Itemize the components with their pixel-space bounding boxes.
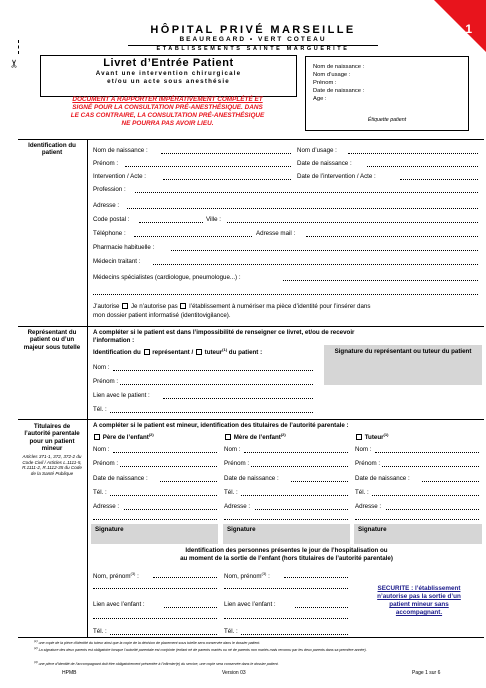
- footer-page: Page 1 sur 6: [412, 670, 441, 676]
- representant-tel-label: Tél. :: [93, 406, 107, 413]
- pere-tel-label: Tél. :: [93, 489, 107, 496]
- representant-prenom-label: Prénom :: [93, 378, 119, 385]
- autorise-text-2: mon dossier patient informatisé (identitovigilance).: [93, 312, 231, 319]
- tuteur-adresse-input-2[interactable]: [355, 519, 479, 520]
- tuteur-parent-checkbox[interactable]: [356, 434, 362, 440]
- field-code-postal-input[interactable]: [139, 222, 203, 223]
- warning-line-3: LE CAS CONTRAIRE, LA CONSULTATION PRÉ-ANESTHÉSIQUE: [70, 112, 265, 119]
- field-prenom-input[interactable]: [125, 166, 291, 167]
- mere-signature-label: Signature: [227, 526, 256, 533]
- footnote-2-text: La signature des deux parents est obligatoire lorsque l’autorité parentale est conjointe (enfant né de parents mariés ou né de parents non mariés mais reconnu par les deux parents dans sa première année).: [38, 648, 367, 653]
- autorise-label: J’autorise: [93, 303, 120, 310]
- presente-2-lien-label: Lien avec l’enfant :: [224, 601, 276, 608]
- hospital-sites: BEAUREGARD • VERT COTEAU: [179, 36, 327, 43]
- presente-2-nom-prenom-input[interactable]: [284, 577, 348, 578]
- representant-intro-1: A compléter si le patient est dans l’impossibilité de renseigner ce livret, et/ou de recevoir: [93, 329, 355, 336]
- pere-option: [93, 432, 154, 441]
- tuteur-prenom-input[interactable]: [382, 466, 479, 467]
- label-age: Age :: [313, 96, 327, 102]
- mere-label: Mère de l’enfant: [233, 434, 281, 442]
- scissors-icon: ✂: [9, 58, 22, 69]
- mere-nom-input[interactable]: [244, 452, 348, 453]
- tuteur-adresse-label: Adresse :: [355, 503, 382, 510]
- label-date-naissance: Date de naissance :: [313, 88, 365, 94]
- field-telephone-input[interactable]: [134, 236, 252, 237]
- section-titulaires-label: [20, 423, 84, 477]
- presente-2-tel-input[interactable]: [241, 634, 348, 635]
- representant-checkbox[interactable]: [144, 349, 150, 355]
- field-profession-label: Profession :: [93, 186, 126, 193]
- establishment-name: ETABLISSEMENTS SAINTE MARGUERITE: [156, 46, 350, 52]
- autorise-checkbox[interactable]: [122, 303, 128, 309]
- table-bottom-border: [18, 637, 484, 638]
- livret-subtitle-line-1: Avant une intervention chirurgicale: [95, 70, 242, 77]
- section-identification-label: Identification du patient: [28, 142, 76, 157]
- cut-line: [18, 40, 19, 54]
- tuteur-parent-label: Tuteur: [364, 434, 384, 442]
- securite-line-4: accompagnant.: [395, 609, 443, 616]
- section-representant-label: Représentant du patient ou d’un majeur sous tutelle: [23, 329, 81, 351]
- field-intervention-input[interactable]: [163, 179, 291, 180]
- field-medecins-specialistes-label: Médecins spécialistes (cardiologue, pneumologue...) :: [93, 274, 241, 281]
- tuteur-parent-option: [355, 432, 388, 441]
- field-ville-label: Ville :: [206, 216, 222, 223]
- section-divider-1: [18, 326, 484, 327]
- field-adresse-mail-input[interactable]: [306, 236, 478, 237]
- presente-1-nom-prenom-label: Nom, prénom$^{(3)}$ :: [93, 571, 139, 581]
- field-date-naissance-label: Date de naissance :: [297, 160, 352, 167]
- mere-tel-label: Tél. :: [224, 489, 238, 496]
- mere-nom-label: Nom :: [224, 446, 241, 453]
- field-date-intervention-input[interactable]: [400, 179, 478, 180]
- presentes-title: [91, 547, 482, 563]
- pere-prenom-label: Prénom :: [93, 460, 119, 467]
- autorise-row: [93, 303, 370, 310]
- securite-line-1: SECURITE : l’établissement: [377, 585, 461, 592]
- warning-text: [40, 96, 295, 128]
- field-nom-naissance-label: Nom de naissance :: [93, 147, 148, 154]
- footnote-1-ref: (1): [34, 639, 38, 643]
- titulaires-label-text: Titulaires de l’autorité parentale pour un patient mineur: [24, 423, 80, 452]
- warning-line-2: SIGNÉ POUR LA CONSULTATION PRÉ-ANESTHÉSIQUE. DANS: [72, 104, 263, 111]
- presente-1-tel-input[interactable]: [110, 634, 217, 635]
- representant-signature-label: Signature du représentant ou tuteur du patient: [334, 348, 472, 355]
- autorise-text: l’établissement à numériser ma pièce d’identité pour l’insérer dans: [189, 303, 371, 310]
- representant-ident-row: [93, 347, 262, 356]
- field-medecin-traitant-label: Médecin traitant :: [93, 258, 141, 265]
- representant-nom-label: Nom :: [93, 364, 110, 371]
- tuteur-tel-label: Tél. :: [355, 489, 369, 496]
- footnote-3-text: une pièce d’identité de l’accompagnant doit être obligatoirement présentée à l’infirmier(e) du service, une copie sera conservée dans le dossier patient.: [38, 662, 279, 667]
- mere-prenom-input[interactable]: [251, 466, 348, 467]
- field-adresse-input[interactable]: [127, 208, 478, 209]
- tuteur-tel-input[interactable]: [372, 495, 479, 496]
- field-intervention-label: Intervention / Acte :: [93, 173, 146, 180]
- representant-prenom-input[interactable]: [120, 384, 313, 385]
- tuteur-prenom-label: Prénom :: [355, 460, 381, 467]
- footnote-2-ref: (2): [34, 646, 38, 650]
- presente-1-nom-prenom-input-2[interactable]: [93, 588, 217, 589]
- securite-notice: [356, 585, 482, 617]
- field-date-naissance-input[interactable]: [367, 166, 478, 167]
- mere-checkbox[interactable]: [225, 434, 231, 440]
- field-nom-usage-input[interactable]: [348, 153, 478, 154]
- tuteur-footnote-ref: (1): [222, 347, 228, 352]
- tuteur-date-naissance-label: Date de naissance :: [355, 475, 410, 482]
- livret-subtitle-line-2: et/ou un acte sous anesthésie: [107, 78, 230, 85]
- pere-nom-label: Nom :: [93, 446, 110, 453]
- pere-nom-input[interactable]: [113, 452, 217, 453]
- representant-tel-input[interactable]: [110, 412, 313, 413]
- field-medecin-traitant-input[interactable]: [153, 264, 478, 265]
- section-divider-2: [18, 419, 484, 420]
- presente-1-tel-label: Tél. :: [93, 628, 107, 635]
- hospital-name: HÔPITAL PRIVÉ MARSEILLE: [150, 24, 356, 36]
- label-nom-usage: Nom d’usage :: [313, 72, 351, 78]
- presente-1-lien-input[interactable]: [164, 607, 217, 608]
- pere-label: Père de l’enfant: [102, 434, 149, 442]
- pere-footnote-ref: (2): [148, 432, 154, 437]
- pere-adresse-label: Adresse :: [93, 503, 120, 510]
- representant-option: représentant /: [152, 349, 194, 357]
- footnote-3-ref: (3): [34, 660, 38, 664]
- field-adresse-label: Adresse :: [93, 202, 120, 209]
- footnote-2: [34, 646, 479, 653]
- presente-1-lien-input-2[interactable]: [93, 618, 217, 619]
- representant-nom-input[interactable]: [113, 370, 313, 371]
- presentes-title-line-2: au moment de la sortie de l’enfant (hors titulaires de l’autorité parentale): [180, 555, 393, 562]
- mere-date-naissance-label: Date de naissance :: [224, 475, 279, 482]
- presente-1-nom-prenom-text: Nom, prénom: [93, 573, 131, 581]
- tuteur-parent-footnote-ref: (1): [383, 432, 389, 437]
- pere-tel-input[interactable]: [110, 495, 217, 496]
- tuteur-nom-label: Nom :: [355, 446, 372, 453]
- field-ville-input[interactable]: [227, 222, 478, 223]
- livret-subtitle: [40, 70, 297, 86]
- pere-date-naissance-label: Date de naissance :: [93, 475, 148, 482]
- mere-adresse-label: Adresse :: [224, 503, 251, 510]
- pere-signature-label: Signature: [95, 526, 124, 533]
- field-medecins-specialistes-input[interactable]: [283, 280, 478, 281]
- field-pharmacie-input[interactable]: [171, 250, 478, 251]
- autorise-pas-checkbox[interactable]: [180, 303, 186, 309]
- mere-option: [224, 432, 286, 441]
- presente-2-footnote-ref: (3): [261, 571, 267, 576]
- tuteur-option: tuteur: [204, 349, 223, 357]
- securite-line-2: n’autorise pas la sortie d’un: [377, 593, 461, 600]
- presentes-title-line-1: Identification des personnes présentes le jour de l’hospitalisation ou: [185, 547, 388, 554]
- tuteur-checkbox[interactable]: [196, 349, 202, 355]
- presente-2-nom-prenom-input-2[interactable]: [224, 588, 348, 589]
- mere-footnote-ref: (2): [280, 432, 286, 437]
- tuteur-date-naissance-input[interactable]: [422, 481, 479, 482]
- footer-version: Version 03: [222, 670, 246, 676]
- tuteur-nom-input[interactable]: [375, 452, 479, 453]
- field-nom-naissance-input[interactable]: [161, 153, 291, 154]
- mere-adresse-input-2[interactable]: [224, 519, 348, 520]
- securite-line-3: patient mineur sans: [389, 601, 449, 608]
- warning-line-1: DOCUMENT A RAPPORTER IMPÉRATIVEMENT COMPLÉTÉ ET: [72, 96, 263, 103]
- footnote-3: [34, 660, 479, 667]
- tuteur-signature-label: Signature: [358, 526, 387, 533]
- presente-2-nom-prenom-text: Nom, prénom: [224, 573, 262, 581]
- representant-ident-suffix: du patient :: [228, 349, 263, 357]
- mere-adresse-input[interactable]: [255, 509, 348, 510]
- field-code-postal-label: Code postal :: [93, 216, 130, 223]
- field-telephone-label: Téléphone :: [93, 230, 126, 237]
- field-date-intervention-label: Date de l’intervention / Acte :: [297, 173, 376, 180]
- presente-2-lien-input[interactable]: [295, 607, 348, 608]
- field-pharmacie-label: Pharmacie habituelle :: [93, 244, 155, 251]
- titulaires-intro: A compléter si le patient est mineur, identification des titulaires de l’autorité parentale :: [93, 422, 349, 429]
- tuteur-adresse-input[interactable]: [386, 509, 479, 510]
- representant-lien-input[interactable]: [163, 398, 313, 399]
- presente-1-footnote-ref: (3): [130, 571, 136, 576]
- page-corner-tab: [434, 0, 486, 52]
- label-nom-naissance: Nom de naissance :: [313, 64, 365, 70]
- representant-lien-label: Lien avec le patient :: [93, 392, 150, 399]
- field-medecins-specialistes-input-2[interactable]: [93, 294, 478, 295]
- patient-label-caption: Étiquette patient: [367, 117, 407, 123]
- label-prenom: Prénom :: [313, 80, 337, 86]
- presente-2-nom-prenom-label: Nom, prénom$^{(3)}$ :: [224, 571, 270, 581]
- mere-prenom-label: Prénom :: [224, 460, 250, 467]
- representant-intro-2: l’information :: [93, 337, 135, 344]
- footer-left: HPMB: [62, 670, 77, 676]
- field-adresse-mail-label: Adresse mail :: [256, 230, 296, 237]
- autorise-pas-label: Je n’autorise pas: [130, 303, 178, 310]
- mere-tel-input[interactable]: [241, 495, 348, 496]
- footnote-1-text: une copie de la pièce d’identité du tuteur ainsi que la copie de la décision de placement sous tutelle sera conservée dans le dossier patient.: [38, 641, 261, 646]
- pere-prenom-input[interactable]: [120, 466, 217, 467]
- presente-1-nom-prenom-input[interactable]: [153, 577, 217, 578]
- titulaires-articles: Articles 371-1, 372, 372-2 du Code Civil / Articles L.1111-5, R.1111-2, R.1112-35 du Code de la Santé Publique: [22, 454, 82, 476]
- pere-adresse-input-2[interactable]: [93, 519, 217, 520]
- representant-ident-prefix: Identification du: [93, 349, 141, 357]
- mere-date-naissance-input[interactable]: [291, 481, 348, 482]
- page-number-badge: 1: [465, 22, 472, 36]
- pere-adresse-input[interactable]: [124, 509, 217, 510]
- pere-checkbox[interactable]: [94, 434, 100, 440]
- livret-title: Livret d’Entrée Patient: [103, 57, 234, 69]
- field-prenom-label: Prénom :: [93, 160, 119, 167]
- section-column-divider: [87, 139, 88, 637]
- pere-date-naissance-input[interactable]: [160, 481, 217, 482]
- presente-2-lien-input-2[interactable]: [224, 618, 348, 619]
- field-nom-usage-label: Nom d’usage :: [297, 147, 337, 154]
- warning-line-4: NE POURRA PAS AVOIR LIEU.: [121, 120, 214, 127]
- presente-1-lien-label: Lien avec l’enfant :: [93, 601, 145, 608]
- presente-2-tel-label: Tél. :: [224, 628, 238, 635]
- field-profession-input[interactable]: [135, 192, 478, 193]
